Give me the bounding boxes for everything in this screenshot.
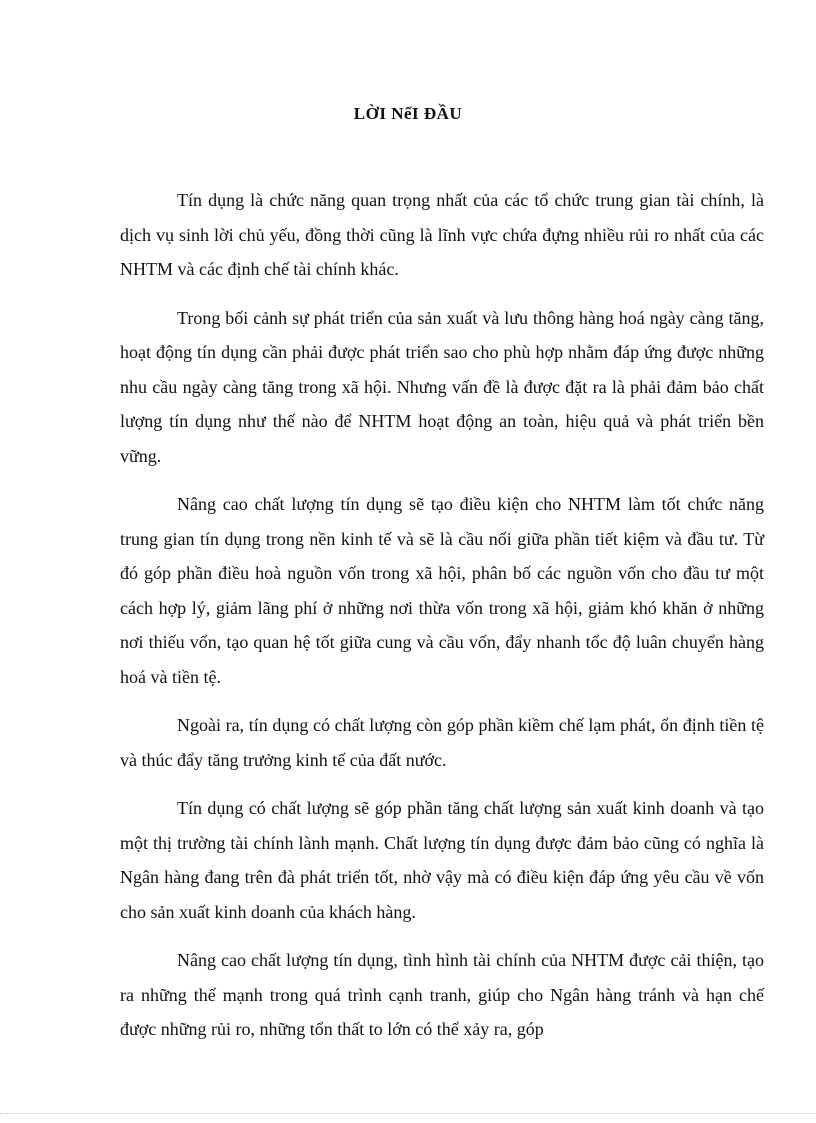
paragraph-2: Trong bối cảnh sự phát triển của sản xuất và lưu thông hàng hoá ngày càng tăng, hoạt động tín dụng cần phải được phát triển sao cho phù hợp nhằm đáp ứng được những nhu cầu ngày càng tăng trong xã hội. Nhưng vấn đề là được đặt ra là phải đảm bảo chất lượng tín dụng như thế nào để NHTM hoạt động an toàn, hiệu quả và phát triển bền vững. (120, 307, 764, 466)
body-text (120, 183, 764, 1061)
paragraph-4: Ngoài ra, tín dụng có chất lượng còn góp phần kiềm chế lạm phát, ổn định tiền tệ và thúc đẩy tăng trưởng kinh tế của đất nước. (120, 715, 764, 770)
paragraph-3: Nâng cao chất lượng tín dụng sẽ tạo điều kiện cho NHTM làm tốt chức năng trung gian tín dụng trong nền kinh tế và sẽ là cầu nối giữa phần tiết kiệm và đầu tư. Từ đó góp phần điều hoà nguồn vốn trong xã hội, phân bố các nguồn vốn cho đầu tư một cách hợp lý, giảm lãng phí ở những nơi thừa vốn trong xã hội, giảm khó khăn ở những nơi thiếu vốn, tạo quan hệ tốt giữa cung và cầu vốn, đẩy nhanh tốc độ luân chuyển hàng hoá và tiền tệ. (120, 494, 764, 687)
paragraph-1: Tín dụng là chức năng quan trọng nhất của các tổ chức trung gian tài chính, là dịch vụ sinh lời chủ yếu, đồng thời cũng là lĩnh vực chứa đựng nhiều rủi ro nhất của các NHTM và các định chế tài chính khác. (120, 190, 764, 279)
paragraph-6: Nâng cao chất lượng tín dụng, tình hình tài chính của NHTM được cải thiện, tạo ra những thế mạnh trong quá trình cạnh tranh, giúp cho Ngân hàng tránh và hạn chế được những rủi ro, những tổn thất to lớn có thể xảy ra, góp (120, 950, 764, 1039)
paragraph-5: Tín dụng có chất lượng sẽ góp phần tăng chất lượng sản xuất kinh doanh và tạo một thị trường tài chính lành mạnh. Chất lượng tín dụng được đảm bảo cũng có nghĩa là Ngân hàng đang trên đà phát triển tốt, nhờ vậy mà có điều kiện đáp ứng yêu cầu về vốn cho sản xuất kinh doanh của khách hàng. (120, 798, 764, 922)
page-title: LỜI NểI ĐẦU (353, 104, 463, 123)
page-bottom-divider (0, 1113, 816, 1114)
